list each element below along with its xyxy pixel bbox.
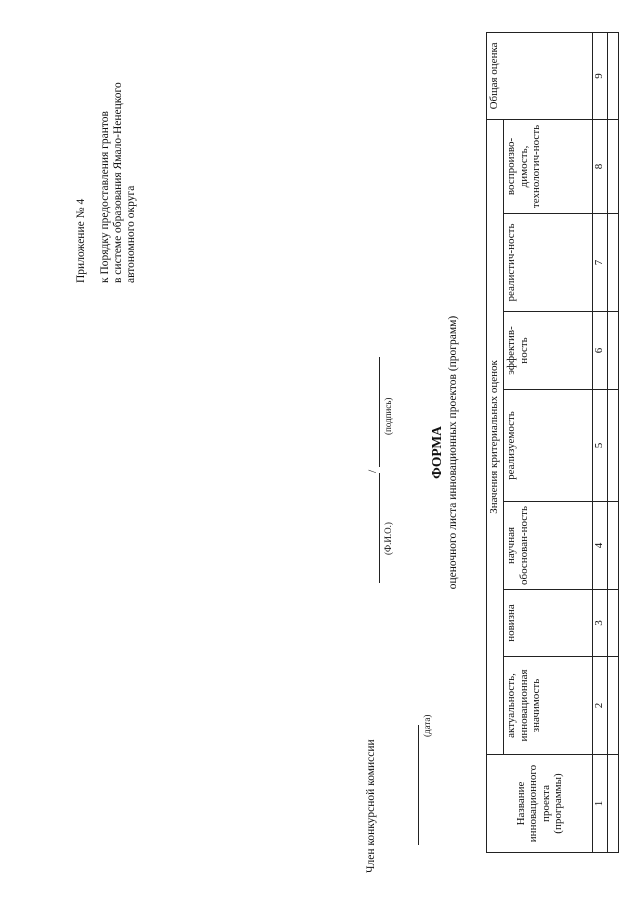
header-total-score: Общая оценка: [487, 32, 593, 119]
column-number: 2: [593, 657, 608, 755]
empty-cell[interactable]: [608, 657, 619, 755]
empty-cell[interactable]: [608, 502, 619, 590]
form-title: ФОРМА: [429, 426, 444, 479]
header-criterion-scientific-validity: научная обоснован-ность: [504, 502, 593, 590]
signature-separator: /: [367, 469, 379, 473]
sign-caption: (подпись): [383, 397, 393, 435]
empty-cell[interactable]: [608, 312, 619, 390]
column-number: 6: [593, 312, 608, 390]
header-criterion-realism: реалистич-ность: [504, 214, 593, 312]
column-number: 3: [593, 590, 608, 657]
appendix-line-4: автономного округа: [125, 185, 137, 283]
empty-cell[interactable]: [608, 119, 619, 213]
header-project-name: Название инновационного проекта (программы): [487, 755, 593, 853]
empty-cell[interactable]: [608, 390, 619, 502]
date-line: [418, 725, 419, 845]
empty-cell[interactable]: [608, 32, 619, 119]
empty-cell[interactable]: [608, 755, 619, 853]
column-number: 1: [593, 755, 608, 853]
column-number: 5: [593, 390, 608, 502]
empty-cell[interactable]: [608, 214, 619, 312]
form-subtitle: оценочного листа инновационных проектов (программ): [447, 315, 459, 590]
fio-caption: (Ф.И.О.): [383, 522, 393, 555]
sign-line: [379, 357, 380, 467]
evaluation-table: [486, 32, 619, 853]
column-number: 7: [593, 214, 608, 312]
date-caption: (дата): [422, 714, 432, 737]
column-number: 8: [593, 119, 608, 213]
header-criterion-novelty: новизна: [504, 590, 593, 657]
column-number: 4: [593, 502, 608, 590]
appendix-line-3: в системе образования Ямало-Ненецкого: [112, 82, 124, 283]
empty-cell[interactable]: [608, 590, 619, 657]
header-criterion-efficiency: эффектив-ность: [504, 312, 593, 390]
header-criterion-feasibility: реализуемость: [504, 390, 593, 502]
header-criterion-relevance: актуальность, инновационная значимость: [504, 657, 593, 755]
header-criteria-group: Значения критериальных оценок: [487, 119, 504, 754]
column-number-row: [593, 32, 608, 852]
appendix-number: Приложение № 4: [75, 198, 87, 283]
commission-member-label: Член конкурсной комиссии: [365, 739, 377, 873]
header-criterion-reproducibility: воспроизво-димость, технологич-ность: [504, 119, 593, 213]
empty-data-row: [608, 32, 619, 852]
column-number: 9: [593, 32, 608, 119]
appendix-line-2: к Порядку предоставления грантов: [99, 111, 111, 283]
fio-line: [379, 473, 380, 583]
